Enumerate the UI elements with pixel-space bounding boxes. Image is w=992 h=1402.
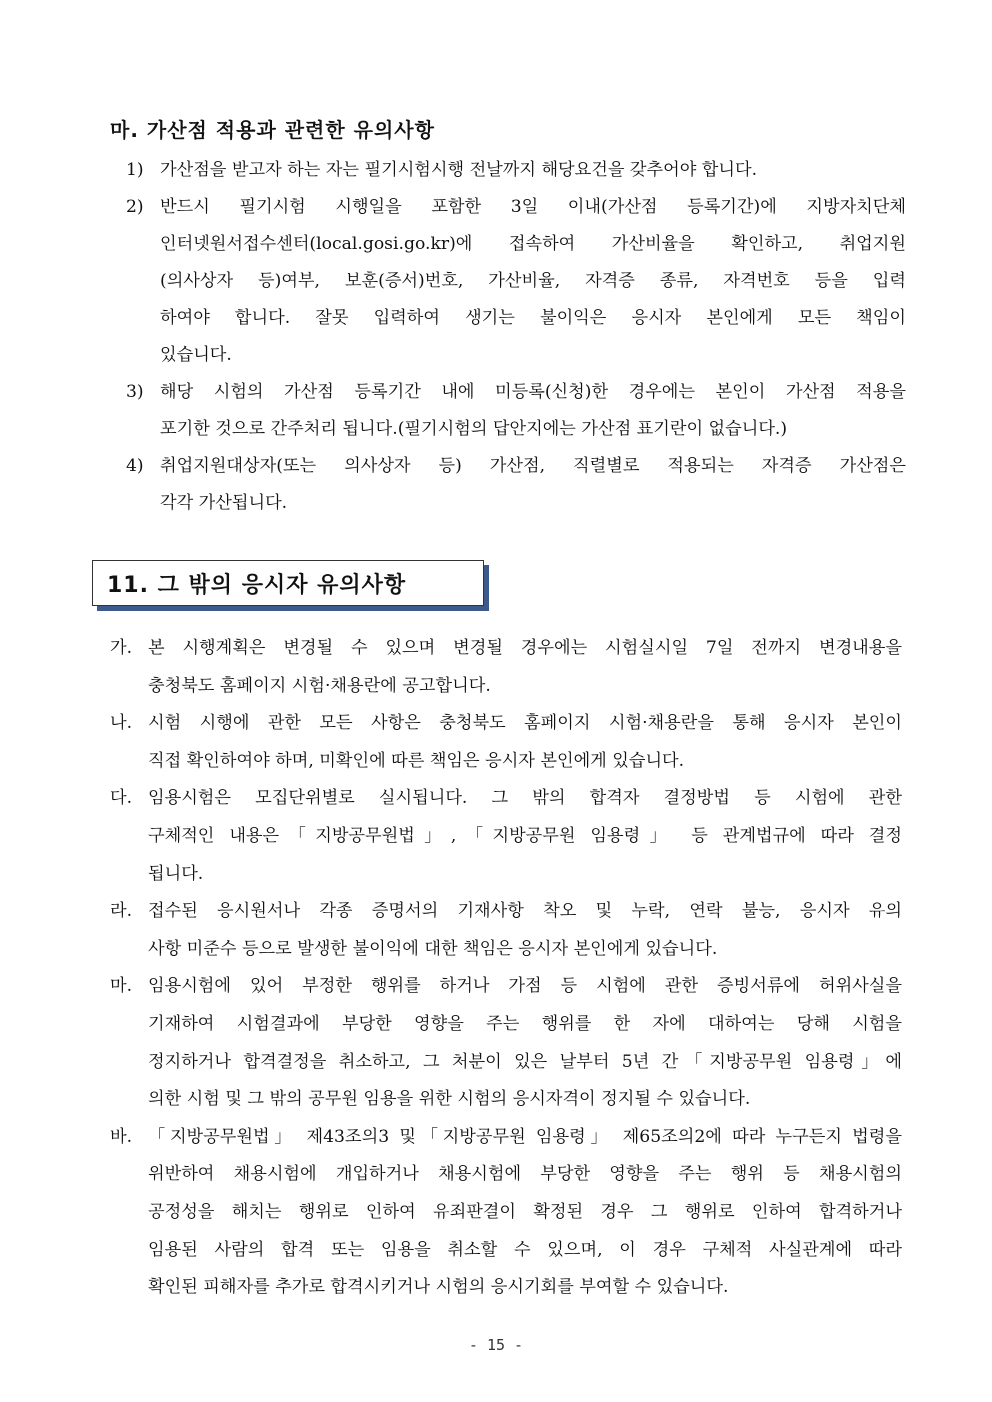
list-item-text: 임용시험은 모집단위별로 실시됩니다. 그 밖의 합격자 결정방법 등 시험에 관한	[148, 788, 902, 809]
list-item	[110, 705, 902, 780]
list-marker: 바.	[110, 1126, 133, 1147]
list-item-text: 임용된 사람의 합격 또는 임용을 취소할 수 있으며, 이 경우 구체적 사실관계에 따라	[148, 1239, 902, 1260]
list-item-text: 임용시험에 있어 부정한 행위를 하거나 가점 등 시험에 관한 증빙서류에 허위사실을	[148, 976, 902, 997]
list-item	[126, 448, 906, 522]
list-item-text: 본 시행계획은 변경될 수 있으며 변경될 경우에는 시험실시일 7일 전까지 변경내용을	[148, 638, 902, 658]
list-item	[110, 893, 902, 968]
list-marker: 다.	[110, 788, 133, 809]
list-item-text: 공정성을 해치는 행위로 인하여 유죄판결이 확정된 경우 그 행위로 인하여 합격하거나	[148, 1201, 902, 1222]
subsection-heading: 마. 가산점 적용과 관련한 유의사항	[110, 118, 435, 142]
page-number: - 15 -	[468, 1336, 524, 1354]
list-item-text: 됩니다.	[148, 863, 204, 884]
list-item-text: (의사상자 등)여부, 보훈(증서)번호, 가산비율, 자격증 종류, 자격번호 등을 입력	[160, 271, 906, 291]
list-item-text: 충청북도 홈페이지 시험·채용란에 공고합니다.	[148, 675, 491, 696]
list-marker: 나.	[110, 713, 133, 734]
list-item-text: 기재하여 시험결과에 부당한 영향을 주는 행위를 한 자에 대하여는 당해 시험을	[148, 1013, 902, 1034]
list-marker: 라.	[110, 901, 133, 922]
list-item-text: 접수된 응시원서나 각종 증명서의 기재사항 착오 및 누락, 연락 불능, 응시자 유의	[148, 901, 902, 922]
list-item-text: 반드시 필기시험 시행일을 포함한 3일 이내(가산점 등록기간)에 지방자치단체	[160, 197, 906, 217]
list-item-text: 의한 시험 및 그 밖의 공무원 임용을 위한 시험의 응시자격이 정지될 수 있습니다.	[148, 1089, 751, 1110]
list-item-text: 「지방공무원법」 제43조의3 및「지방공무원 임용령」 제65조의2에 따라 누구든지 법령을	[148, 1126, 902, 1147]
list-item-text: 취업지원대상자(또는 의사상자 등) 가산점, 직렬별로 적용되는 자격증 가산점은	[160, 456, 906, 476]
list-marker: 1)	[126, 160, 144, 180]
list-item-text: 하여야 합니다. 잘못 입력하여 생기는 불이익은 응시자 본인에게 모든 책임이	[160, 308, 906, 328]
list-item-text: 확인된 피해자를 추가로 합격시키거나 시험의 응시기회를 부여할 수 있습니다.	[148, 1277, 729, 1298]
list-marker: 마.	[110, 976, 133, 997]
section-title-box	[92, 560, 484, 606]
list-item-text: 구체적인 내용은「지방공무원법」,「지방공무원 임용령」 등 관계법규에 따라 결정	[148, 825, 902, 846]
list-item-text: 직접 확인하여야 하며, 미확인에 따른 책임은 응시자 본인에게 있습니다.	[148, 750, 685, 771]
list-item-text: 각각 가산됩니다.	[160, 493, 288, 513]
list-item	[110, 630, 902, 705]
list-item	[126, 189, 906, 374]
list-item-text: 포기한 것으로 간주처리 됩니다.(필기시험의 답안지에는 가산점 표기란이 없습니다.)	[160, 419, 788, 439]
list-item	[126, 374, 906, 448]
list-item-text: 위반하여 채용시험에 개입하거나 채용시험에 부당한 영향을 주는 행위 등 채용시험의	[148, 1164, 902, 1185]
list-item	[110, 968, 902, 1118]
list-item-text: 시험 시행에 관한 모든 사항은 충청북도 홈페이지 시험·채용란을 통해 응시자 본인이	[148, 713, 902, 734]
list-marker: 3)	[126, 382, 144, 402]
list-item-text: 사항 미준수 등으로 발생한 불이익에 대한 책임은 응시자 본인에게 있습니다.	[148, 938, 718, 959]
bonus-points-notice-list	[126, 152, 906, 522]
list-item	[126, 152, 906, 189]
list-marker: 2)	[126, 197, 144, 217]
list-item-text: 정지하거나 합격결정을 취소하고, 그 처분이 있은 날부터 5년 간「지방공무원 임용령」에	[148, 1051, 902, 1072]
list-item-text: 있습니다.	[160, 345, 232, 365]
list-item-text: 가산점을 받고자 하는 자는 필기시험시행 전날까지 해당요건을 갖추어야 합니다.	[160, 160, 758, 180]
list-marker: 가.	[110, 638, 133, 658]
list-marker: 4)	[126, 456, 144, 476]
list-item	[110, 1119, 902, 1307]
list-item-text: 인터넷원서접수센터(local.gosi.go.kr)에 접속하여 가산비율을 확인하고, 취업지원	[160, 234, 906, 254]
section-title: 11. 그 밖의 응시자 유의사항	[107, 573, 407, 598]
applicant-notice-list	[110, 630, 902, 1307]
list-item-text: 해당 시험의 가산점 등록기간 내에 미등록(신청)한 경우에는 본인이 가산점 적용을	[160, 382, 906, 402]
list-item	[110, 780, 902, 893]
